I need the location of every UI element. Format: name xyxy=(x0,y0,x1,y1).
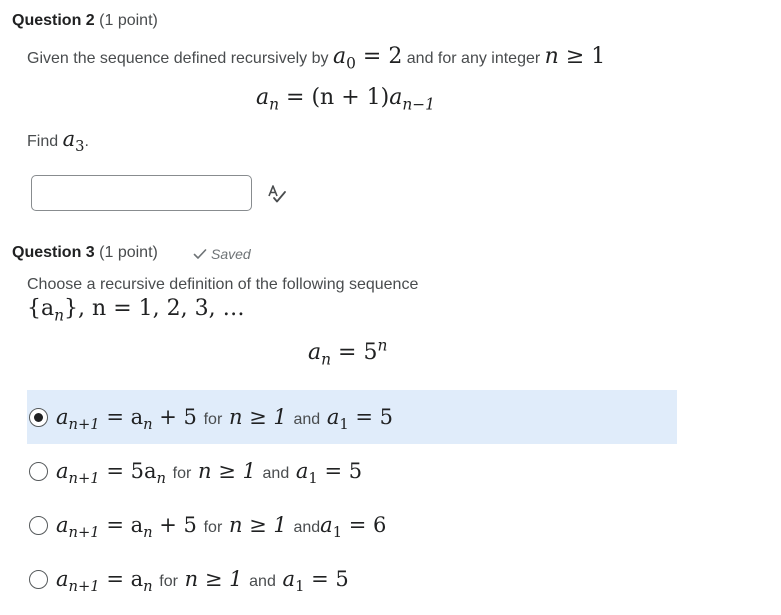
recurrence-formula: $a_n = (n + 1)a_{n-1}$ xyxy=(256,85,435,114)
opt-cond: n ≥ 1 xyxy=(222,405,287,429)
opt-a: a xyxy=(56,513,69,537)
opt-and: and xyxy=(293,411,321,428)
opt-for: for xyxy=(203,411,223,428)
find-target-math: $a_3$ xyxy=(62,127,85,156)
opt-eq: = a xyxy=(99,567,144,591)
opt-for: for xyxy=(203,519,223,536)
saved-status xyxy=(193,246,251,262)
opt-sub: n+1 xyxy=(68,524,100,542)
option-1-text xyxy=(56,405,394,434)
option-2[interactable] xyxy=(27,444,677,498)
option-2-text xyxy=(56,459,363,488)
opt-tail: + 5 xyxy=(152,513,197,537)
opt-init-val: = 5 xyxy=(348,405,394,429)
seq-def-start: {a xyxy=(27,296,55,321)
find-label: Find xyxy=(27,133,59,150)
opt-and: and xyxy=(293,519,321,536)
check-icon xyxy=(193,248,207,260)
opt-a: a xyxy=(56,405,69,429)
question-3-points: (1 point) xyxy=(99,244,158,261)
opt-sub2: n xyxy=(143,524,153,542)
opt-sub: n+1 xyxy=(68,470,100,488)
opt-sub: n+1 xyxy=(68,578,100,596)
formula-exp: n xyxy=(377,336,388,355)
opt-for: for xyxy=(172,465,192,482)
find-prompt xyxy=(27,127,89,156)
opt-init: a xyxy=(275,567,296,591)
question-3-prompt: Choose a recursive definition of the following sequence xyxy=(27,276,419,293)
option-4-text xyxy=(56,567,349,596)
n-condition-math: n ≥ 1 xyxy=(544,44,606,69)
a0-value: = 2 xyxy=(362,44,403,69)
opt-cond: n ≥ 1 xyxy=(177,567,243,591)
a0-math: $a_0 = 2$ xyxy=(332,44,403,73)
question-2-prompt xyxy=(27,44,606,73)
opt-and: and xyxy=(249,573,276,590)
opt-cond: n ≥ 1 xyxy=(191,459,256,483)
radio-unselected-icon[interactable] xyxy=(29,516,48,535)
opt-a: a xyxy=(56,567,69,591)
opt-init-sub: 1 xyxy=(295,578,305,596)
opt-eq: = 5a xyxy=(99,459,157,483)
radio-unselected-icon[interactable] xyxy=(29,570,48,589)
opt-init-val: = 5 xyxy=(304,567,349,591)
opt-init-sub: 1 xyxy=(339,416,349,434)
opt-tail: + 5 xyxy=(152,405,197,429)
opt-sub2: n xyxy=(156,470,166,488)
seq-def-end: }, n = 1, 2, 3, … xyxy=(64,296,245,321)
recurrence-rhs: = (n + 1) xyxy=(286,85,390,110)
opt-sub2: n xyxy=(143,578,153,596)
question-3-header xyxy=(12,244,158,262)
option-3[interactable] xyxy=(27,498,677,552)
option-3-text xyxy=(56,513,387,542)
opt-init-val: = 5 xyxy=(317,459,363,483)
find-dot: . xyxy=(84,133,89,150)
find-sub: 3 xyxy=(75,138,85,156)
opt-cond: n ≥ 1 xyxy=(222,513,287,537)
prompt-text-mid: and for any integer xyxy=(406,50,541,67)
question-2-points: (1 point) xyxy=(99,12,158,29)
saved-label: Saved xyxy=(211,246,251,262)
option-1[interactable] xyxy=(27,390,677,444)
option-4[interactable] xyxy=(27,552,677,606)
radio-selected-icon[interactable] xyxy=(29,408,48,427)
opt-init-sub: 1 xyxy=(308,470,318,488)
question-2-title: Question 2 xyxy=(12,12,95,29)
answer-input[interactable] xyxy=(31,175,252,211)
n-condition-value: ≥ 1 xyxy=(565,44,606,69)
question-2-header xyxy=(12,12,158,30)
opt-a: a xyxy=(56,459,69,483)
opt-eq: = a xyxy=(99,513,144,537)
opt-init: a xyxy=(320,405,340,429)
opt-sub: n+1 xyxy=(68,416,100,434)
opt-init: a xyxy=(320,513,333,537)
opt-init: a xyxy=(289,459,309,483)
opt-for: for xyxy=(159,573,178,590)
sequence-formula: $a_n = 5^n$ xyxy=(308,336,388,369)
formula-rhs: = 5 xyxy=(338,340,378,365)
opt-and: and xyxy=(262,465,290,482)
opt-init-sub: 1 xyxy=(332,524,343,542)
opt-sub2: n xyxy=(143,416,153,434)
opt-init-val: = 6 xyxy=(342,513,387,537)
prompt-text: Given the sequence defined recursively by xyxy=(27,50,329,67)
radio-unselected-icon[interactable] xyxy=(29,462,48,481)
sequence-definition: $\{a_n\}$, n = 1, 2, 3, … xyxy=(27,296,245,325)
question-3-title: Question 3 xyxy=(12,244,95,261)
opt-eq: = a xyxy=(99,405,144,429)
spellcheck-icon[interactable] xyxy=(266,183,288,205)
